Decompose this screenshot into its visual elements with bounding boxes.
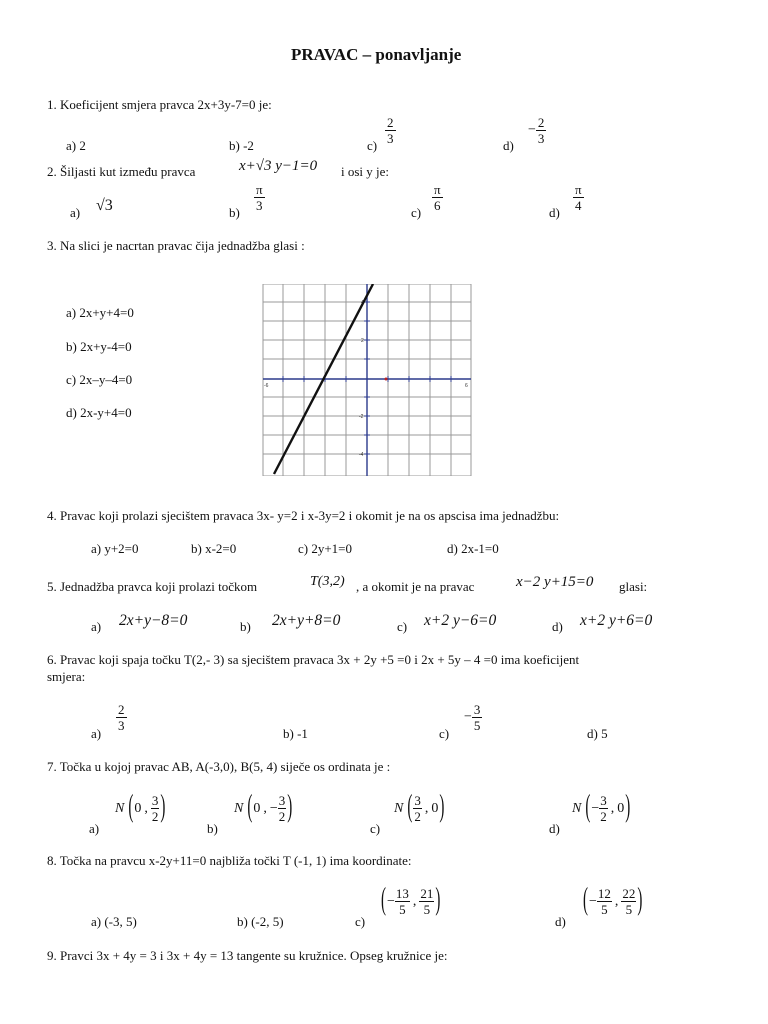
q4-option-b: b) x-2=0 <box>191 541 237 556</box>
minus-sign: − <box>591 800 600 816</box>
q6-c-sign: − <box>464 709 472 725</box>
point-y-numerator: 3 <box>151 793 159 808</box>
q6-c-denominator: 5 <box>473 718 481 733</box>
point-name: N <box>394 800 404 816</box>
q1-option-b: b) -2 <box>229 138 254 153</box>
q2-b-numerator: π <box>256 182 263 197</box>
q1-option-d-label: d) <box>503 138 514 153</box>
q8-option-d-point: ( − $\frac{12}{5}$ , $\frac{22}{5}$ ) <box>583 883 643 918</box>
q7-option-a-point: N ( 0 , $\frac{3}{2}$ ) <box>115 790 166 825</box>
point-name: N <box>234 800 244 816</box>
q1-option-a: a) 2 <box>66 138 86 153</box>
point-name: N <box>115 800 125 816</box>
q3-option-d: d) 2x-y+4=0 <box>66 405 132 420</box>
q1-d-denominator: 3 <box>537 131 545 146</box>
minus-sign: − <box>269 800 278 816</box>
q5-option-b-equation: 2x+y+8=0 <box>272 612 341 629</box>
q2-d-denominator: 4 <box>575 198 582 213</box>
point-x: 0 <box>134 800 142 816</box>
point-x-denominator: 5 <box>399 902 406 917</box>
q2-c-denominator: 6 <box>434 198 441 213</box>
question-2-text-end: i osi y je: <box>341 164 390 179</box>
q2-option-a-value: √3 <box>96 197 113 214</box>
q1-option-c-fraction <box>385 115 396 146</box>
point-x-denominator: 2 <box>600 809 607 824</box>
point-y-numerator: 21 <box>420 886 434 901</box>
q2-option-a-label: a) <box>70 205 81 220</box>
question-8-text: 8. Točka na pravcu x-2y+11=0 najbliža točki T (-1, 1) ima koordinate: <box>47 853 412 868</box>
q6-option-d: d) 5 <box>587 726 608 741</box>
question-5-text-mid: , a okomit je na pravac <box>356 579 475 594</box>
q8-option-c-point: ( − $\frac{13}{5}$ , $\frac{21}{5}$ ) <box>381 883 441 918</box>
q7-option-c-label: c) <box>370 821 381 836</box>
q8-option-b: b) (-2, 5) <box>237 914 284 929</box>
point-name: N <box>572 800 582 816</box>
point-y-denominator: 5 <box>625 902 633 917</box>
point-x-denominator: 2 <box>414 809 421 824</box>
q2-c-numerator: π <box>434 182 441 197</box>
question-5-text-end: glasi: <box>619 579 648 594</box>
question-4-text: 4. Pravac koji prolazi sjecištem pravaca 3x- y=2 i x-3y=2 i okomit je na os apscisa ima jednadžbu: <box>47 508 560 523</box>
point-y-denominator: 2 <box>151 809 159 824</box>
question-3-text: 3. Na slici je nacrtan pravac čija jednadžba glasi : <box>47 238 305 253</box>
q5-option-b-label: b) <box>240 619 251 634</box>
point-y: 0 <box>431 800 439 816</box>
question-2-text: 2. Šiljasti kut između pravca <box>47 164 196 179</box>
q8-option-c-label: c) <box>355 914 366 929</box>
point-x-numerator: 3 <box>414 793 421 808</box>
question-7-text: 7. Točka u kojoj pravac AB, A(-3,0), B(5, 4) siječe os ordinata je : <box>47 759 391 774</box>
q1-option-d-fraction <box>528 115 546 146</box>
q5-option-a-label: a) <box>91 619 102 634</box>
minus-sign: − <box>589 893 597 909</box>
question-6-text-line2: smjera: <box>47 669 86 684</box>
q7-option-c-point: N ( $\frac{3}{2}$ , 0 ) <box>394 790 445 825</box>
tick-label-y-2: 2 <box>361 338 364 344</box>
q3-option-a: a) 2x+y+4=0 <box>66 305 134 320</box>
minus-sign: − <box>387 893 395 909</box>
q6-c-numerator: 3 <box>473 702 481 717</box>
q8-option-a: a) (-3, 5) <box>91 914 137 929</box>
point-y-numerator: 3 <box>278 793 286 808</box>
q5-option-d-equation: x+2 y+6=0 <box>580 612 653 629</box>
q2-option-c-label: c) <box>411 205 422 220</box>
tick-label-y-minus-2: -2 <box>359 414 364 420</box>
question-5-text: 5. Jednadžba pravca koji prolazi točkom <box>47 579 258 594</box>
q6-option-a-fraction <box>116 702 127 733</box>
point-x-numerator: 13 <box>395 886 409 901</box>
q1-c-numerator: 2 <box>387 115 394 130</box>
q6-a-denominator: 3 <box>118 718 125 733</box>
q3-option-c: c) 2x–y–4=0 <box>66 372 133 387</box>
graph-point-marker <box>385 378 388 381</box>
q7-option-b-label: b) <box>207 821 218 836</box>
question-9-text: 9. Pravci 3x + 4y = 3 i 3x + 4y = 13 tangente su kružnice. Opseg kružnice je: <box>47 948 448 963</box>
q5-given-line: x−2 y+15=0 <box>516 574 594 590</box>
q7-option-d-point: N ( − $\frac{3}{2}$ , 0 ) <box>572 790 631 825</box>
tick-label-y-minus-4: -4 <box>359 452 364 458</box>
point-x-denominator: 5 <box>601 902 608 917</box>
q6-option-b: b) -1 <box>283 726 308 741</box>
point-x: 0 <box>253 800 261 816</box>
q6-option-c-label: c) <box>439 726 450 741</box>
q6-option-a-label: a) <box>91 726 102 741</box>
point-y-denominator: 5 <box>423 902 431 917</box>
q2-option-d-fraction <box>573 182 584 213</box>
q1-d-sign: − <box>528 122 536 138</box>
point-y: 0 <box>617 800 625 816</box>
q4-option-c: c) 2y+1=0 <box>298 541 353 556</box>
q2-option-b-label: b) <box>229 205 240 220</box>
question-6-text: 6. Pravac koji spaja točku T(2,- 3) sa sjecištem pravaca 3x + 2y +5 =0 i 2x + 5y – 4 =0 ima koeficijent <box>47 652 580 667</box>
q7-option-a-label: a) <box>89 821 100 836</box>
q7-option-b-point: N ( 0 , − $\frac{3}{2}$ ) <box>234 790 293 825</box>
point-x-numerator: 12 <box>597 886 611 901</box>
q1-option-c-label: c) <box>367 138 378 153</box>
question-1-text: 1. Koeficijent smjera pravca 2x+3y-7=0 je: <box>47 97 272 112</box>
q6-option-c-fraction <box>464 702 482 733</box>
q3-line-graph <box>262 284 472 476</box>
q5-option-c-label: c) <box>397 619 408 634</box>
point-x-numerator: 3 <box>600 793 607 808</box>
q2-option-b-fraction <box>254 182 265 213</box>
q4-option-a: a) y+2=0 <box>91 541 139 556</box>
q2-equation: x+√3 y−1=0 <box>239 158 318 174</box>
q7-option-d-label: d) <box>549 821 560 836</box>
tick-label-x-left: -6 <box>264 383 269 389</box>
q5-option-a-equation: 2x+y−8=0 <box>119 612 188 629</box>
q3-option-b: b) 2x+y-4=0 <box>66 339 132 354</box>
q2-option-d-label: d) <box>549 205 560 220</box>
q5-option-d-label: d) <box>552 619 563 634</box>
point-y-denominator: 2 <box>278 809 286 824</box>
q8-option-d-label: d) <box>555 914 566 929</box>
q2-d-numerator: π <box>575 182 582 197</box>
point-y-numerator: 22 <box>622 886 636 901</box>
q2-option-c-fraction <box>432 182 443 213</box>
tick-label-x-right: 6 <box>465 383 468 389</box>
q4-option-d: d) 2x-1=0 <box>447 541 499 556</box>
page-title: PRAVAC – ponavljanje <box>291 45 462 64</box>
q5-option-c-equation: x+2 y−6=0 <box>424 612 497 629</box>
q2-b-denominator: 3 <box>256 198 263 213</box>
q1-d-numerator: 2 <box>537 115 545 130</box>
q5-point: T(3,2) <box>310 574 345 589</box>
q1-c-denominator: 3 <box>387 131 394 146</box>
q6-a-numerator: 2 <box>118 702 125 717</box>
